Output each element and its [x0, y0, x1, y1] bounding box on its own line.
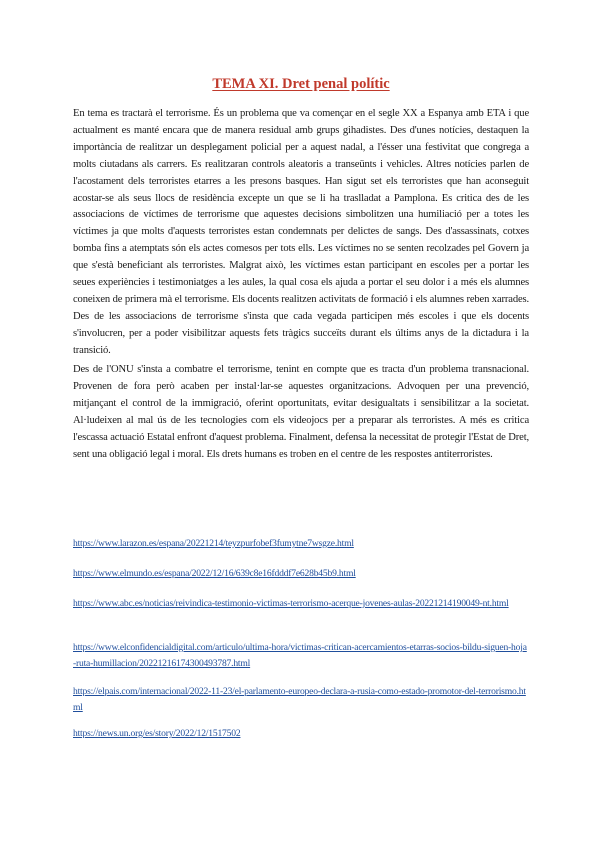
reference-link-elconfidencialdigital[interactable]: https://www.elconfidencialdigital.com/articulo/ultima-hora/victimas-critican-acercamientos-etarras-socios-bildu-siguen-hoja-ruta-humillacion/20221216174300493787.html	[73, 642, 527, 669]
paragraph-terrorism-news: En tema es tractarà el terrorisme. És un problema que va començar en el segle XX a Espanya amb ETA i que actualment es manté encara que de manera residual amb grups gihadistes. Des d'unes notícies, destaquen la importància de realitzar un desplegament policial per a aquest nadal, a l'ésser una festivitat que congrega a molts ciutadans als carrers. Es realitzaran controls aleatoris a transeünts i vehicles. Altres notícies parlen de l'acostament dels terroristes etarres a les presons basques. Han sigut set els terroristes que han aconseguit acostar-se als seus llocs de residència excepte un que se li ha traslladat a Pamplona. Es critica des de les associacions de víctimes de terrorisme que aquestes decisions simbolitzen una humiliació per a totes les víctimes ja que molts d'aquests terroristes estan condemnats per delictes de sangs. Des d'assassinats, cotxes bomba fins a atemptats són els actes comesos per tots ells. Les víctimes no se senten recolzades pel Govern ja que s'està beneficiant als terroristes. Malgrat això, les víctimes estan participant en escoles per a portar les seues experiències i testimoniatges a les aules, la qual cosa els ajuda a portar el seu dolor i a més els alumnes coneixen de primera mà el terrorisme. Els docents realitzen activitats de formació i els alumnes reben xarrades. Des de les associacions de terrorisme s'insta que cada vegada participen més escoles i que els docents s'involucren, per a poder visibilitzar aquests fets tràgics succeïts durant els últims anys de la dictadura i la transició.	[73, 108, 529, 356]
paragraph-onu: Des de l'ONU s'insta a combatre el terrorisme, tenint en compte que es tracta d'un problema transnacional. Provenen de fora però acaben per instal·lar-se aquestes organitzacions. Advoquen per una prevenció, mitjançant el control de la immigració, oferint oportunitats, evitar desigualtats i sensibilitzar a la societat. Al·ludeixen al mal ús de les tecnologies com els videojocs per a preparar als terroristes. A més es critica l'escassa actuació Estatal enfront d'aquest problema. Finalment, defensa la necessitat de protegir l'Estat de Dret, sent una obligació legal i moral. Els drets humans es troben en el centre de les respostes antiterroristes.	[73, 364, 529, 460]
reference-link-elmundo[interactable]: https://www.elmundo.es/espana/2022/12/16/639c8e16fdddf7e628b45b9.html	[73, 568, 356, 579]
reference-link-larazon[interactable]: https://www.larazon.es/espana/20221214/teyzpurfobef3fumytne7wsgze.html	[73, 538, 354, 549]
reference-link-abc[interactable]: https://www.abc.es/noticias/reivindica-testimonio-victimas-terrorismo-acerque-jovenes-aulas-20221214190049-nt.html	[73, 598, 509, 609]
reference-link-elpais[interactable]: https://elpais.com/internacional/2022-11-23/el-parlamento-europeo-declara-a-rusia-como-estado-promotor-del-terrorismo.html	[73, 686, 526, 713]
page-title: TEMA XI. Dret penal polític	[212, 76, 390, 92]
reference-link-news-un[interactable]: https://news.un.org/es/story/2022/12/1517502	[73, 728, 241, 739]
